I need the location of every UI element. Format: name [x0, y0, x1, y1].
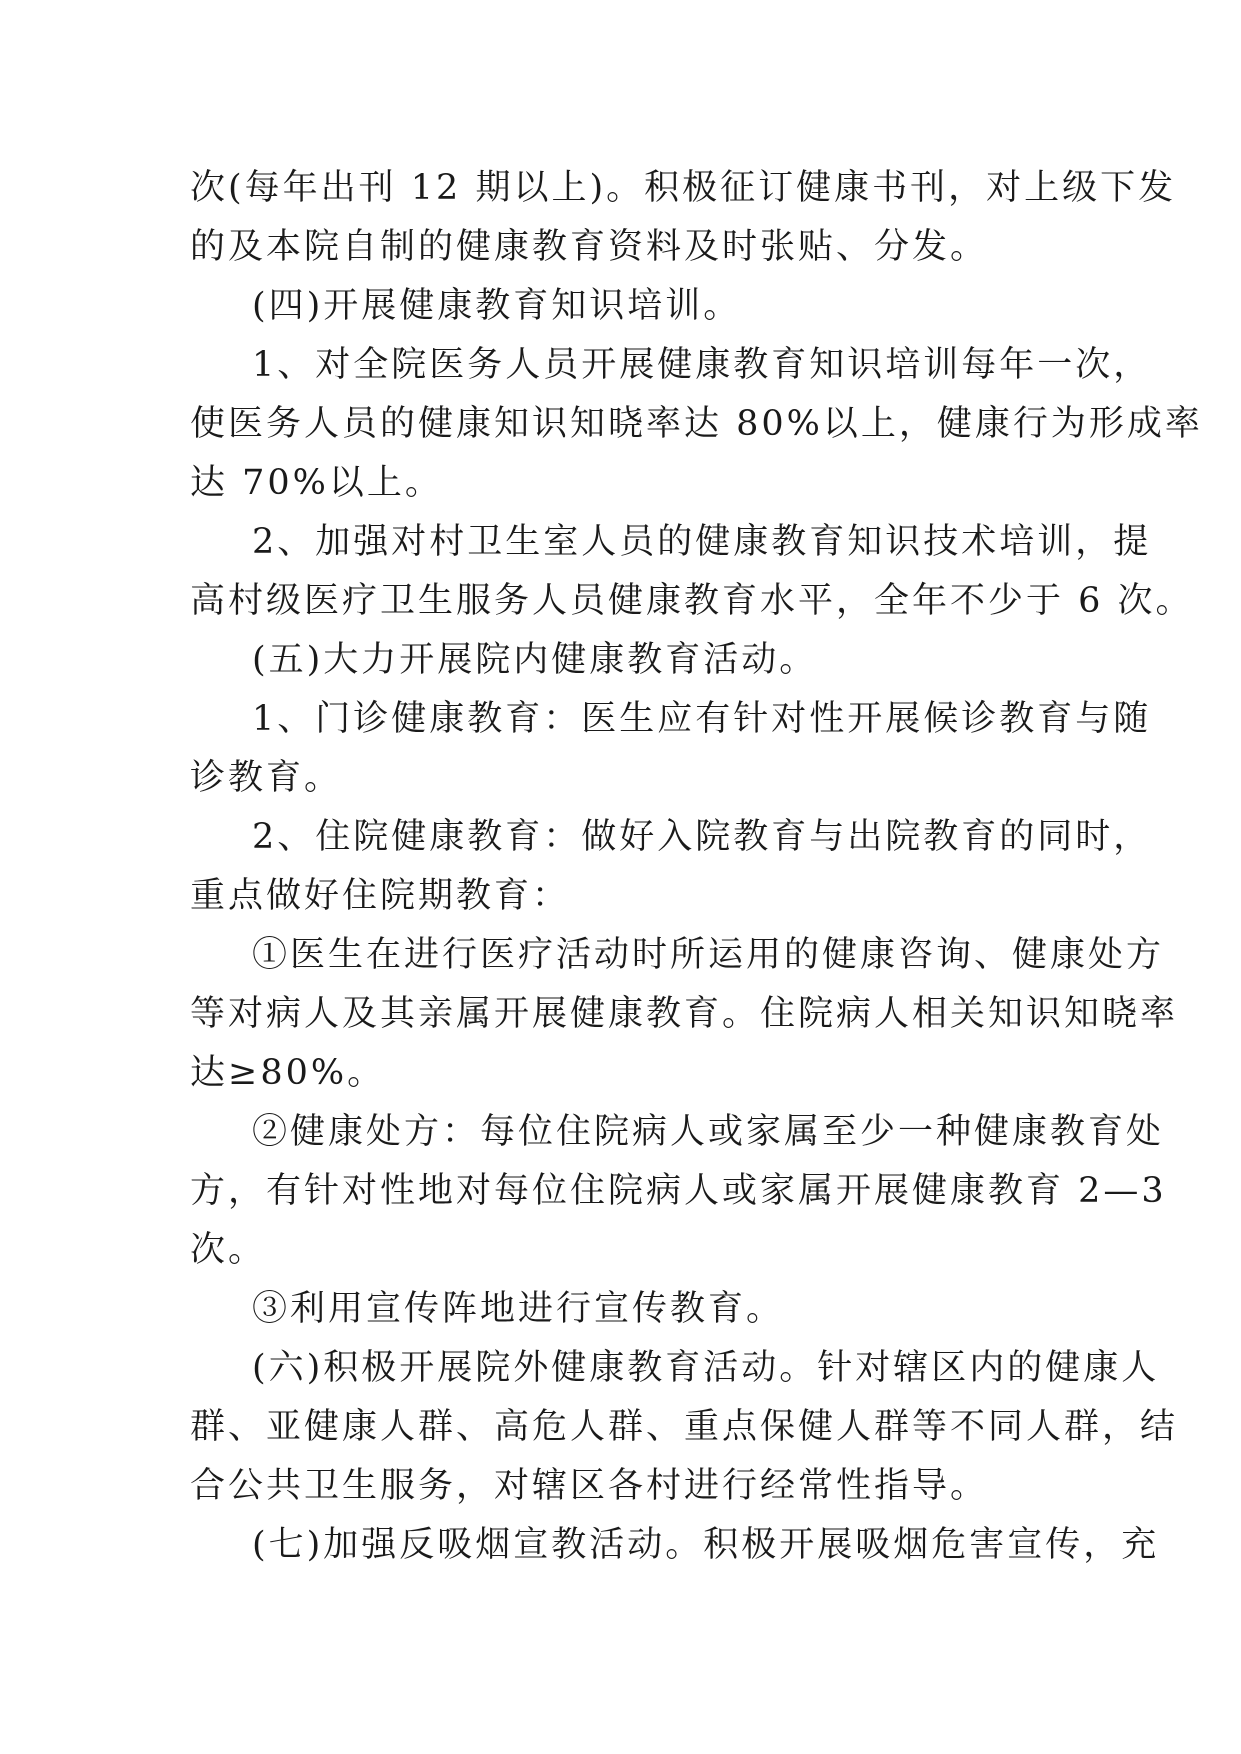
- section-heading: (六)积极开展院外健康教育活动。针对辖区内的健康人: [252, 1348, 1160, 1388]
- section-heading: (四)开展健康教育知识培训。: [252, 286, 742, 326]
- section-heading: (五)大力开展院内健康教育活动。: [252, 640, 818, 680]
- text-line: 合公共卫生服务，对辖区各村进行经常性指导。: [190, 1466, 989, 1506]
- text-line: 等对病人及其亲属开展健康教育。住院病人相关知识知晓率: [190, 994, 1179, 1034]
- text-line: 诊教育。: [190, 758, 343, 798]
- text-line: 2、住院健康教育：做好入院教育与出院教育的同时，: [252, 817, 1152, 857]
- text-line: ②健康处方：每位住院病人或家属至少一种健康教育处: [252, 1112, 1165, 1152]
- text-line: 群、亚健康人群、高危人群、重点保健人群等不同人群，结: [190, 1407, 1179, 1447]
- text-line: 的及本院自制的健康教育资料及时张贴、分发。: [190, 227, 989, 267]
- text-line: 方，有针对性地对每位住院病人或家属开展健康教育 2—3: [190, 1171, 1167, 1211]
- text-line: ①医生在进行医疗活动时所运用的健康咨询、健康处方: [252, 935, 1165, 975]
- text-line: 达≥80%。: [190, 1053, 386, 1093]
- text-line: 1、门诊健康教育：医生应有针对性开展候诊教育与随: [252, 699, 1152, 739]
- text-line: 2、加强对村卫生室人员的健康教育知识技术培训，提: [252, 522, 1152, 562]
- text-line: 1、对全院医务人员开展健康教育知识培训每年一次，: [252, 345, 1152, 385]
- text-line: 重点做好住院期教育：: [190, 876, 571, 916]
- text-line: ③利用宣传阵地进行宣传教育。: [252, 1289, 785, 1329]
- text-line: 高村级医疗卫生服务人员健康教育水平，全年不少于 6 次。: [190, 581, 1194, 621]
- section-heading: (七)加强反吸烟宣教活动。积极开展吸烟危害宣传，充: [252, 1525, 1160, 1565]
- text-line: 次。: [190, 1230, 267, 1270]
- text-line: 达 70%以上。: [190, 463, 443, 503]
- text-line: 次(每年出刊 12 期以上)。积极征订健康书刊，对上级下发: [190, 168, 1177, 208]
- text-line: 使医务人员的健康知识知晓率达 80%以上，健康行为形成率: [190, 404, 1203, 444]
